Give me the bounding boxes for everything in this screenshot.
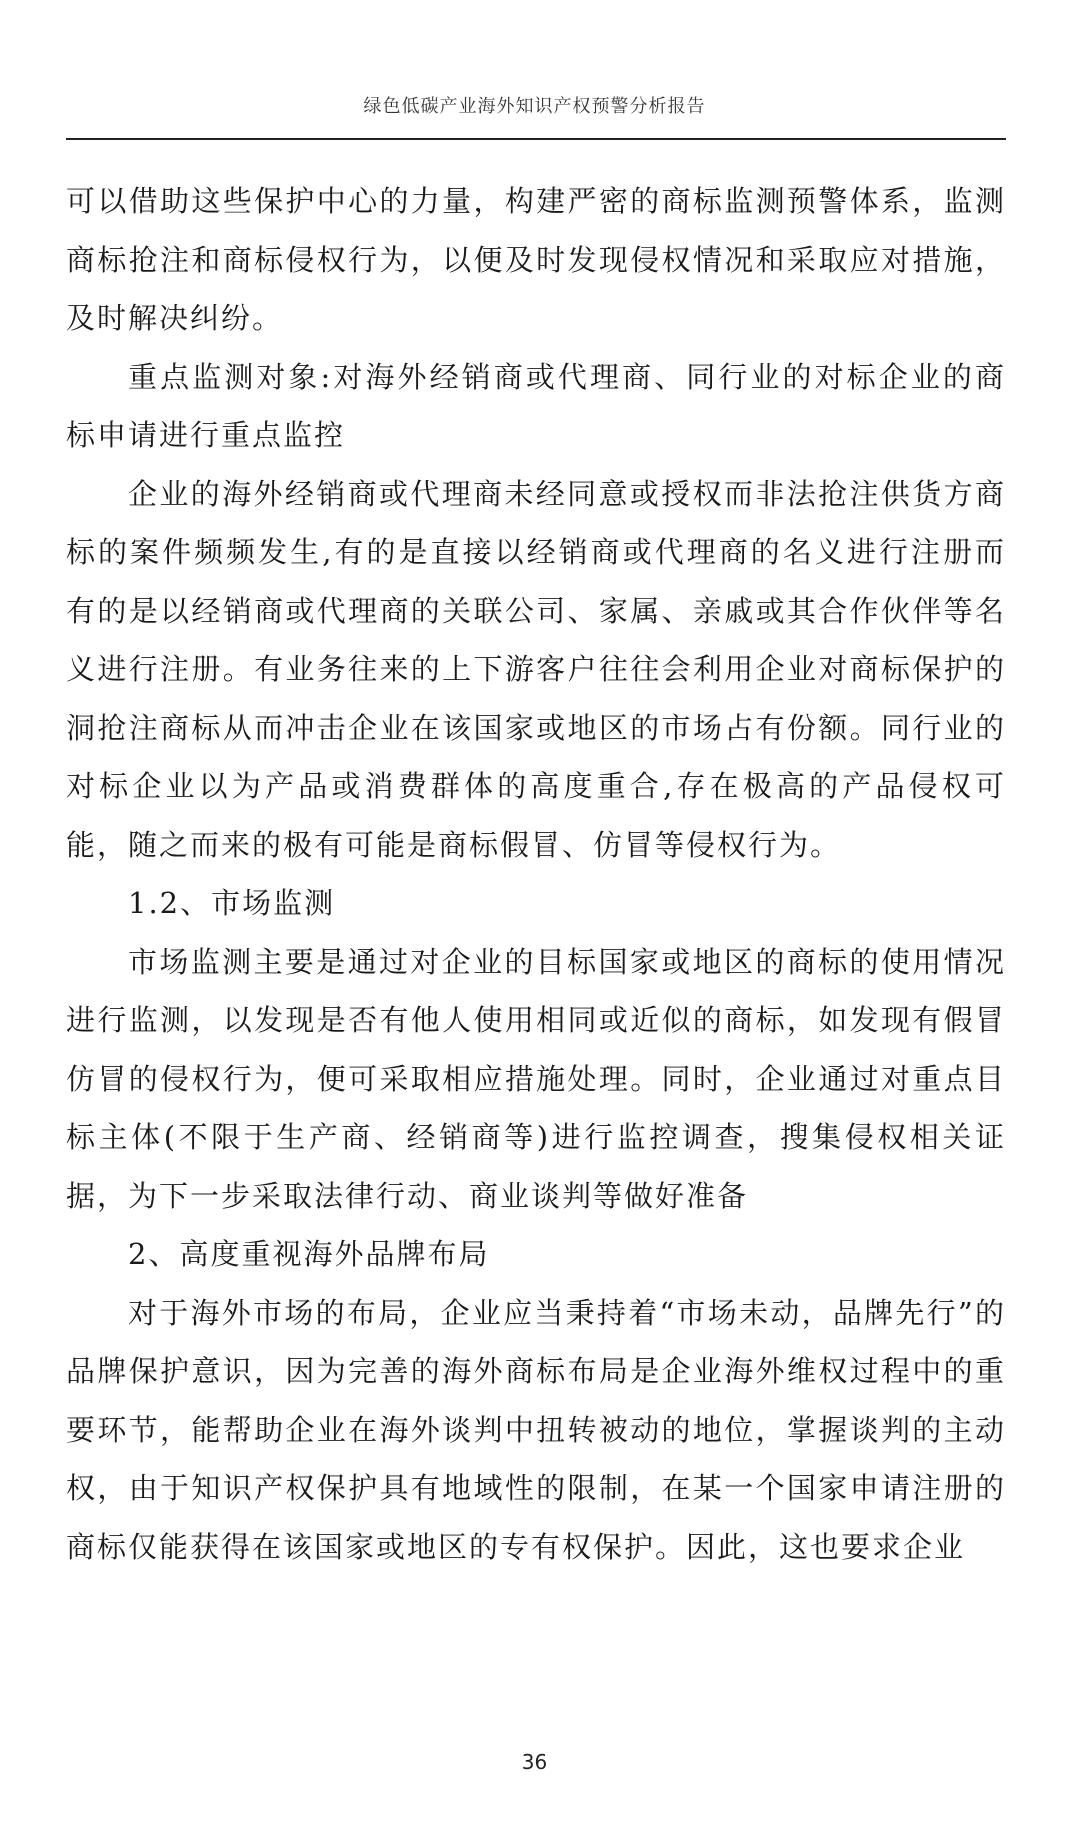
- paragraph-market-monitoring: 市场监测主要是通过对企业的目标国家或地区的商标的使用情况进行监测，以发现是否有他人使用相同或近似的商标，如发现有假冒仿冒的侵权行为，便可采取相应措施处理。同时，企业通过对重点目标主体(不限于生产商、经销商等)进行监控调查，搜集侵权相关证据，为下一步采取法律行动、商业谈判等做好准备: [66, 944, 1006, 1213]
- paragraph-distributor-squatting: 企业的海外经销商或代理商未经同意或授权而非法抢注供货方商标的案件频频发生,有的是直接以经销商或代理商的名义进行注册而有的是以经销商或代理商的关联公司、家属、亲戚或其合作伙伴等名义进行注册。有业务往来的上下游客户往往会利用企业对商标保护的洞抢注商标从而冲击企业在该国家或地区的市场占有份额。同行业的对标企业以为产品或消费群体的高度重合,存在极高的产品侵权可能，随之而来的极有可能是商标假冒、仿冒等侵权行为。: [66, 476, 1006, 862]
- header-divider: [66, 138, 1006, 140]
- section-heading-brand-layout: 2、高度重视海外品牌布局: [128, 1237, 490, 1271]
- paragraph-continuation: 可以借助这些保护中心的力量，构建严密的商标监测预警体系，监测商标抢注和商标侵权行为，以便及时发现侵权情况和采取应对措施，及时解决纠纷。: [66, 184, 1006, 335]
- paragraph-monitoring-target: 重点监测对象:对海外经销商或代理商、同行业的对标企业的商标申请进行重点监控: [66, 359, 1006, 452]
- paragraph-brand-layout: 对于海外市场的布局，企业应当秉持着“市场未动，品牌先行”的品牌保护意识，因为完善的海外商标布局是企业海外维权过程中的重要环节，能帮助企业在海外谈判中扭转被动的地位，掌握谈判的主动权，由于知识产权保护具有地域性的限制，在某一个国家申请注册的商标仅能获得在该国家或地区的专有权保护。因此，这也要求企业: [66, 1295, 1006, 1564]
- section-heading-market-monitoring: 1.2、市场监测: [128, 886, 336, 920]
- page-body: [66, 172, 1006, 1576]
- page-number: 36: [521, 1750, 548, 1774]
- page-header: 绿色低碳产业海外知识产权预警分析报告: [363, 96, 706, 117]
